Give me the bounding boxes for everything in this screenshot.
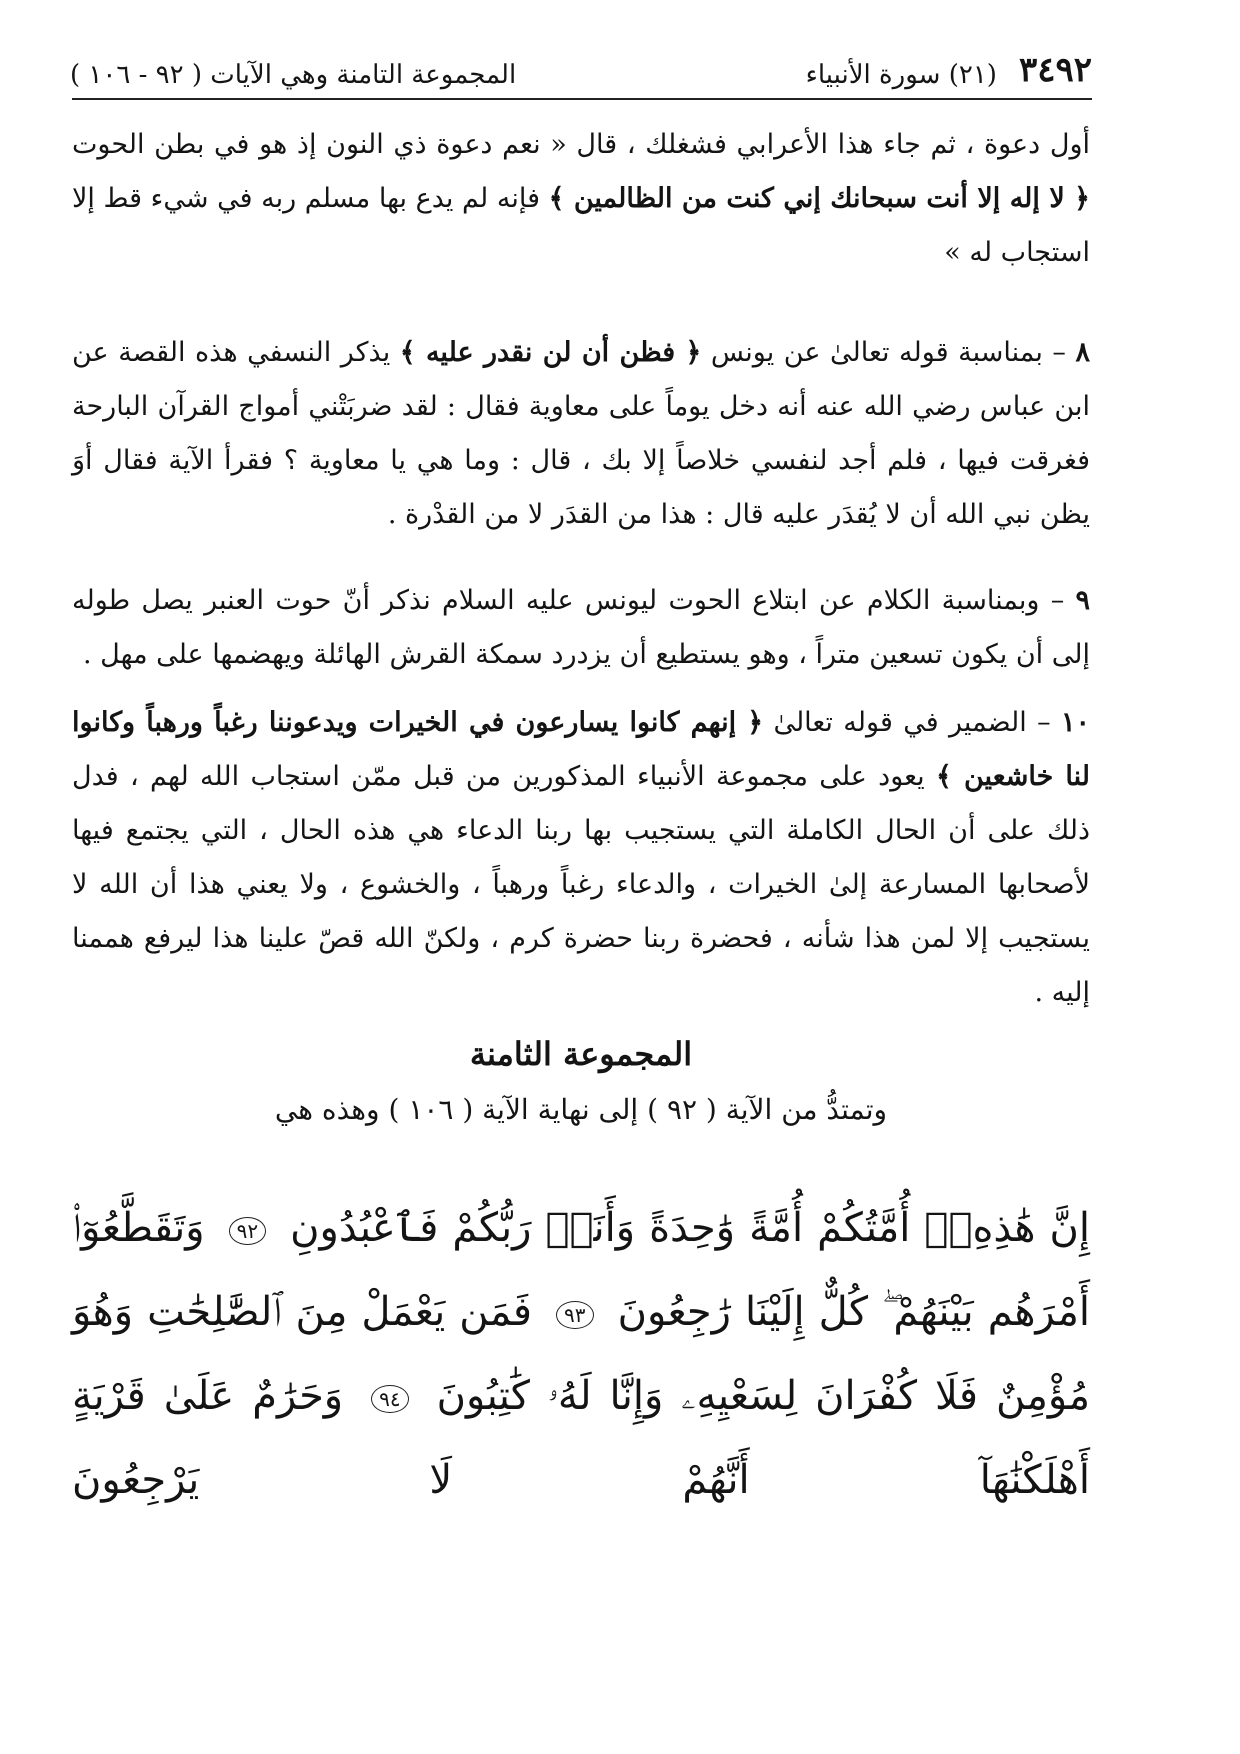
ayah-number-marker: ٩٤ — [371, 1385, 408, 1413]
verse-92: إِنَّ هَٰذِهِۦٓ أُمَّتُكُمْ أُمَّةً وَٰحِدَةً وَأَنَا۠ رَبُّكُمْ فَٱعْبُدُونِ — [290, 1205, 1090, 1251]
note-9 — [72, 574, 1090, 682]
paragraph-text: يذكر النسفي هذه القصة عن ابن عباس رضي الله عنه أنه دخل يوماً على معاوية فقال : لقد ضربَتْني أمواج القرآن البارحة فغرقت فيها ، فلم أجد لنفسي خلاصاً إلا بك ، قال : وما هي يا معاوية ؟ فقرأ الآية فقال أوَ يظن نبي الله أن لا يُقدَر عليه قال : هذا من القدَر لا من القدْرة . — [72, 337, 1090, 530]
note-number: ١٠ — [1060, 707, 1090, 738]
verse-94: فَمَن يَعْمَلْ مِنَ ٱلصَّٰلِحَٰتِ وَهُوَ مُؤْمِنٌ فَلَا كُفْرَانَ لِسَعْيِهِۦ وَإِنَّا لَهُۥ كَٰتِبُونَ — [72, 1289, 1090, 1419]
note-number: ٨ — [1075, 337, 1090, 368]
spacer — [72, 682, 1090, 696]
paragraph-text: فإنه لم يدع بها مسلم ربه في شيء قط إلا استجاب له » — [72, 183, 1090, 268]
note-10 — [72, 696, 1090, 1020]
paragraph-text: – الضمير في قوله تعالىٰ — [763, 707, 1061, 738]
ayah-number-marker: ٩٣ — [556, 1301, 593, 1329]
paragraph-text: – بمناسبة قوله تعالىٰ عن يونس — [701, 337, 1076, 368]
paragraph-text: – وبمناسبة الكلام عن ابتلاع الحوت ليونس عليه السلام نذكر أنّ حوت العنبر يصل طوله إلى أن يكون تسعين متراً ، وهو يستطيع أن يزدرد سمكة القرش الهائلة ويهضمها على مهل . — [72, 585, 1090, 670]
header-divider — [72, 98, 1092, 100]
verse-93: وَتَقَطَّعُوٓا۟ أَمْرَهُم بَيْنَهُمْ ۖ كُلٌّ إِلَيْنَا رَٰجِعُونَ — [72, 1205, 1091, 1335]
quran-quote: ﴿ إنهم كانوا يسارعون في الخيرات ويدعوننا رغباً ورهباً وكانوا لنا خاشعين ﴾ — [72, 707, 1090, 792]
page-body — [72, 118, 1090, 1522]
spacer — [72, 542, 1090, 574]
running-header — [70, 42, 1092, 90]
paragraph-text: أول دعوة ، ثم جاء هذا الأعرابي فشغلك ، قال « نعم دعوة ذي النون إذ هو في بطن الحوت — [72, 129, 1090, 160]
paragraph-continued — [72, 118, 1090, 280]
surah-title: (٢١) سورة الأنبياء — [805, 60, 997, 90]
quran-verses-block — [72, 1186, 1090, 1522]
quran-quote: ﴿ فظن أن لن نقدر عليه ﴾ — [399, 337, 702, 368]
section-subtitle: وتمتدُّ من الآية ( ٩٢ ) إلى نهاية الآية ( ١٠٦ ) وهذه هي — [274, 1093, 888, 1126]
page-number: ٣٤٩٢ — [1018, 50, 1092, 90]
section-range-title: المجموعة التامنة وهي الآيات ( ٩٢ - ١٠٦ ) — [70, 60, 517, 90]
quran-quote: ﴿ لا إله إلا أنت سبحانك إني كنت من الظالمين ﴾ — [548, 183, 1090, 214]
spacer — [72, 280, 1090, 326]
paragraph-text: يعود على مجموعة الأنبياء المذكورين من قبل ممّن استجاب الله لهم ، فدل ذلك على أن الحال الكاملة التي يستجيب بها ربنا الدعاء هي هذه الحال ، التي يجتمع فيها لأصحابها المسارعة إلىٰ الخيرات ، والدعاء رغباً ورهباً ، والخشوع ، ولا يعني هذا أن الله لا يستجيب إلا لمن هذا شأنه ، فحضرة ربنا حضرة كرم ، ولكنّ الله قصّ علينا هذا ليرفع هممنا إليه . — [72, 761, 1090, 1008]
section-heading: المجموعة الثامنة — [469, 1035, 693, 1073]
ayah-number-marker: ٩٢ — [229, 1217, 266, 1245]
verse-95: وَحَرَٰمٌ عَلَىٰ قَرْيَةٍ أَهْلَكْنَٰهَآ أَنَّهُمْ لَا يَرْجِعُونَ — [72, 1373, 1090, 1503]
note-number: ٩ — [1075, 585, 1090, 616]
note-8 — [72, 326, 1090, 542]
header-right-group — [806, 50, 1092, 90]
